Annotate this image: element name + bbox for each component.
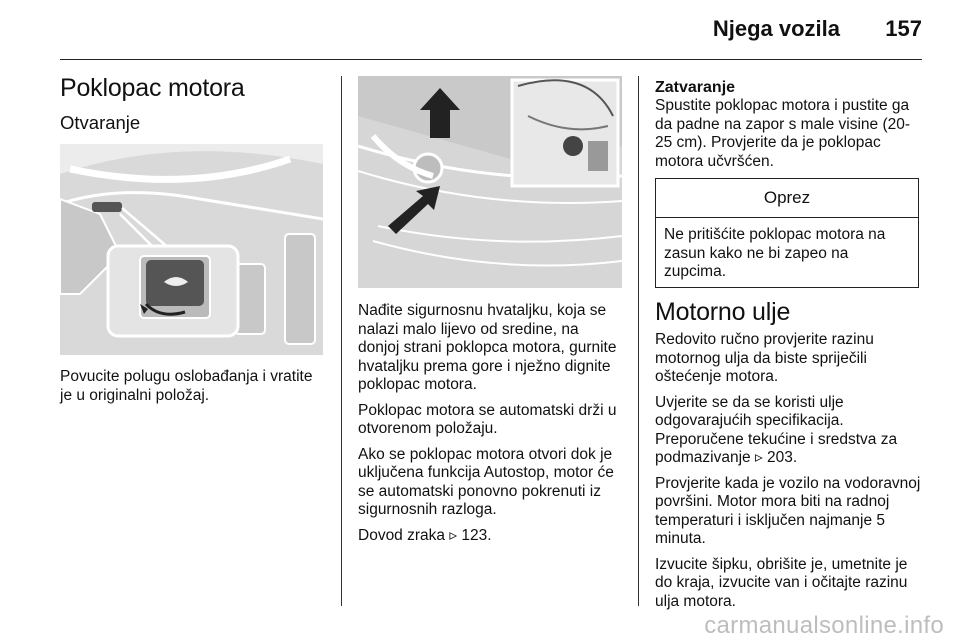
hood-latch-drawing <box>358 76 622 288</box>
page-number: 157 <box>885 16 922 41</box>
paragraph: Redovito ručno provjerite razinu motornog ulja da biste spriječili oštećenje motora. <box>655 331 874 385</box>
hood-release-lever-illustration <box>60 144 323 355</box>
middle-column <box>358 302 624 552</box>
hood-release-drawing <box>60 144 323 355</box>
section-title: Njega vozila <box>712 16 840 41</box>
caution-title: Oprez <box>656 179 918 218</box>
caution-box <box>655 178 919 288</box>
watermark: carmanualsonline.info <box>704 612 944 639</box>
hood-latch-illustration <box>358 76 622 288</box>
hood-heading: Poklopac motora <box>60 74 245 102</box>
paragraph: Poklopac motora se automatski drži u otvorenom položaju. <box>358 401 617 437</box>
page-header <box>60 0 922 60</box>
paragraph: Uvjerite se da se koristi ulje odgovarajućih specifikacija. Preporučene tekućine i sredstva za podmazivanje ▹ 203. <box>655 393 898 466</box>
engine-oil-heading: Motorno ulje <box>655 298 791 326</box>
paragraph: Ako se poklopac motora otvori dok je uključena funkcija Autostop, motor će se automatski ponovno pokrenuti iz sigurnosnih razloga. <box>358 445 614 518</box>
left-column <box>60 74 326 134</box>
paragraph: Nađite sigurnosnu hvataljku, koja se nalazi malo lijevo od sredine, na donjoj strani poklopca motora, gurnite hvataljku prema gore i nježno dignite poklopac motora. <box>358 302 617 393</box>
oil-section <box>655 298 923 618</box>
lever-caption: Povucite polugu oslobađanja i vratite je u originalni položaj. <box>60 368 313 404</box>
closing-text: Spustite poklopac motora i pustite ga da padne na zapor s male visine (20-25 cm). Provjerite da je poklopac motora učvršćen. <box>655 97 911 170</box>
caution-text: Ne pritišćite poklopac motora na zasun kako ne bi zapeo na zupcima. <box>664 226 886 280</box>
closing-subheading: Zatvaranje <box>655 79 736 96</box>
left-caption-block <box>60 368 326 412</box>
closing-section <box>655 79 923 178</box>
opening-subheading: Otvaranje <box>60 112 141 133</box>
paragraph: Izvucite šipku, obrišite je, umetnite je do kraja, izvucite van i očitajte razinu ulja motora. <box>655 555 908 610</box>
column-divider <box>341 76 342 606</box>
column-divider <box>638 76 639 606</box>
paragraph: Provjerite kada je vozilo na vodoravnoj površini. Motor mora biti na radnoj temperaturi i isključen najmanje 5 minuta. <box>655 474 921 547</box>
paragraph: Dovod zraka ▹ 123. <box>358 526 492 544</box>
